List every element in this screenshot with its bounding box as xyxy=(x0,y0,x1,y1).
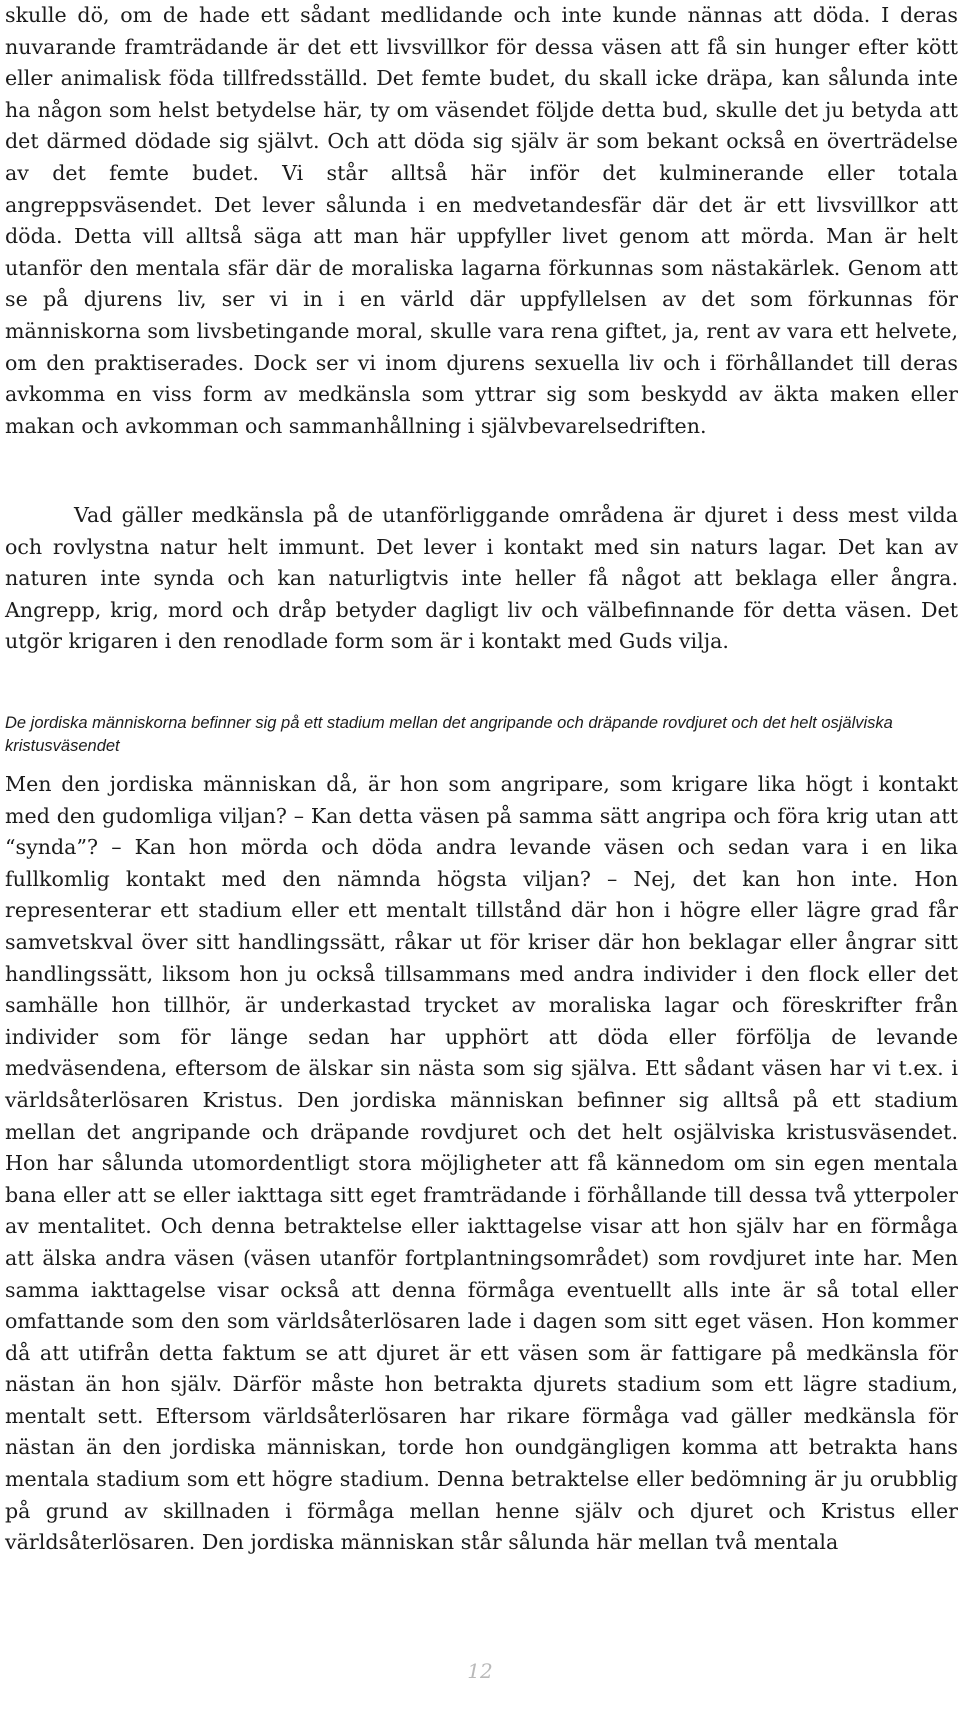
paragraph-3: Men den jordiska människan då, är hon som angripare, som krigare lika högt i kontakt med den gudomliga viljan? – Kan detta väsen på samma sätt angripa och föra krig utan att “synda”? – Kan hon mörda och döda andra levande väsen och sedan vara i en lika fullkomlig kontakt med den nämnda högsta viljan? – Nej, det kan hon inte. Hon representerar ett stadium eller ett mentalt tillstånd där hon i högre eller lägre grad får samvetskval över sitt handlingssätt, råkar ut för kriser där hon beklagar eller ångrar sitt handlingssätt, liksom hon ju också tillsammans med andra individer i den flock eller det samhälle hon tillhör, är underkastad trycket av moraliska lagar och föreskrifter från individer som för länge sedan har upphört att döda eller förfölja de levande medväsendena, eftersom de älskar sin nästa som sig själva. Ett sådant väsen har vi t.ex. i världsåterlösaren Kristus. Den jordiska människan befinner sig alltså på ett stadium mellan det angripande och dräpande rovdjuret och det helt osjälviska kristusväsendet. Hon har sålunda utomordentligt stora möjligheter att få kännedom om sin egen mentala bana eller att se eller iakttaga sitt eget framträdande i förhållande till dessa två ytterpoler av mentalitet. Och denna betraktelse eller iakttagelse visar att hon själv har en förmåga att älska andra väsen (väsen utanför fortplantningsområdet) som rovdjuret inte har. Men samma iakttagelse visar också att denna förmåga eventuellt alls inte är så total eller omfattande som den som världsåterlösaren lade i dagen som sitt eget väsen. Hon kommer då att utifrån detta faktum se att djuret är ett väsen som är fattigare på medkänsla för nästan än hon själv. Därför måste hon betrakta djurets stadium som ett lägre stadium, mentalt sett. Eftersom världsåterlösaren har rikare förmåga vad gäller medkänsla för nästan än den jordiska människan, torde hon oundgängligen komma att betrakta hans mentala stadium som ett högre stadium. Denna betraktelse eller bedömning är ju orubblig på grund av skillnaden i förmåga mellan henne själv och djuret och Kristus eller världsåterlösaren. Den jordiska människan står sålunda här mellan två mentala xyxy=(5,772,958,1555)
paragraph-2: Vad gäller medkänsla på de utanförliggande områdena är djuret i dess mest vilda och rovlystna natur helt immunt. Det lever i kontakt med sin naturs lagar. Det kan av naturen inte synda och kan naturligtvis inte heller få något att beklaga eller ångra. Angrepp, krig, mord och dråp betyder dagligt liv och välbefinnande för detta väsen. Det utgör krigaren i den renodlade form som är i kontakt med Guds vilja. xyxy=(5,503,958,654)
paragraph-1: skulle dö, om de hade ett sådant medlidande och inte kunde nännas att döda. I deras nuvarande framträdande är det ett livsvillkor för dessa väsen att få sin hunger efter kött eller animalisk föda tillfredsställd. Det femte budet, du skall icke dräpa, kan sålunda inte ha någon som helst betydelse här, ty om väsendet följde detta bud, skulle det ju betyda att det därmed dödade sig självt. Och att döda sig själv är som bekant också en överträdelse av det femte budet. Vi står alltså här inför det kulminerande eller totala angreppsväsendet. Det lever sålunda i en medvetandesfär där det är ett livsvillkor att döda. Detta vill alltså säga att man här uppfyller livet genom att mörda. Man är helt utanför den mentala sfär där de moraliska lagarna förkunnas som nästakärlek. Genom att se på djurens liv, ser vi in i en värld där uppfyllelsen av det som förkunnas för människorna som livsbetingande moral, skulle vara rena giftet, ja, rent av vara ett helvete, om den praktiserades. Dock ser vi inom djurens sexuella liv och i förhållandet till deras avkomma en viss form av medkänsla som yttrar sig som beskydd av äkta maken eller makan och avkomman och sammanhållning i självbevarelsedriften. xyxy=(5,3,958,438)
page-number: 12 xyxy=(467,1659,493,1683)
section-subheading: De jordiska människorna befinner sig på ett stadium mellan det angripande och dräpande rovdjuret och det helt osjälviska kristusväsendet xyxy=(5,714,893,755)
